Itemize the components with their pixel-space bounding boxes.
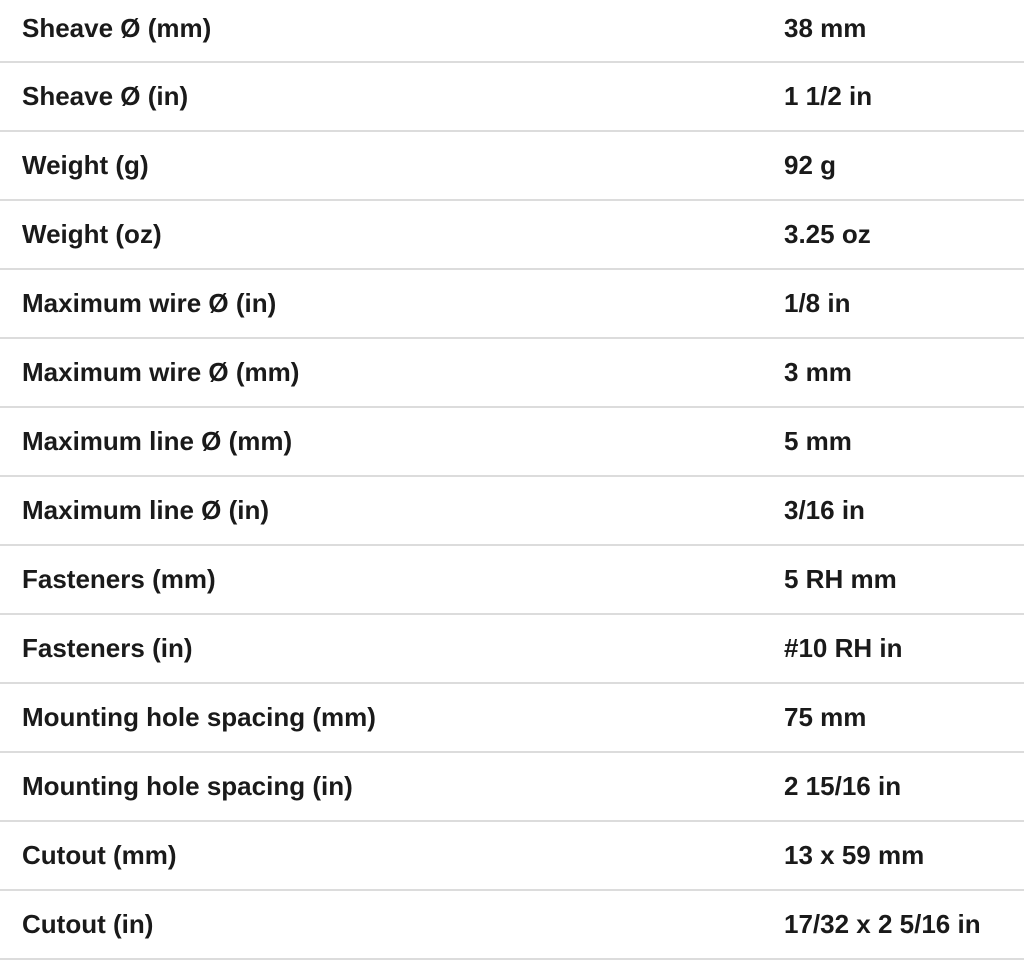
spec-value: 3 mm — [784, 338, 1024, 407]
spec-value: 5 RH mm — [784, 545, 1024, 614]
spec-label: Mounting hole spacing (in) — [0, 752, 784, 821]
spec-label: Mounting hole spacing (mm) — [0, 683, 784, 752]
table-row — [0, 476, 1024, 545]
spec-label: Sheave Ø (in) — [0, 62, 784, 131]
table-row — [0, 683, 1024, 752]
table-row — [0, 338, 1024, 407]
spec-value: 92 g — [784, 131, 1024, 200]
spec-label: Sheave Ø (mm) — [0, 0, 784, 62]
table-row — [0, 752, 1024, 821]
table-row — [0, 614, 1024, 683]
spec-label: Maximum line Ø (mm) — [0, 407, 784, 476]
spec-label: Fasteners (in) — [0, 614, 784, 683]
table-row — [0, 131, 1024, 200]
table-row — [0, 269, 1024, 338]
table-row — [0, 407, 1024, 476]
spec-value: 13 x 59 mm — [784, 821, 1024, 890]
spec-label: Weight (oz) — [0, 200, 784, 269]
table-row — [0, 62, 1024, 131]
spec-value: 3/16 in — [784, 476, 1024, 545]
spec-label: Fasteners (mm) — [0, 545, 784, 614]
spec-label: Cutout (mm) — [0, 821, 784, 890]
spec-value: 17/32 x 2 5/16 in — [784, 890, 1024, 959]
spec-value: 1 1/2 in — [784, 62, 1024, 131]
spec-label: Weight (g) — [0, 131, 784, 200]
spec-value: 2 15/16 in — [784, 752, 1024, 821]
spec-label: Maximum wire Ø (in) — [0, 269, 784, 338]
spec-label: Maximum wire Ø (mm) — [0, 338, 784, 407]
table-row — [0, 821, 1024, 890]
spec-label: Cutout (in) — [0, 890, 784, 959]
table-row — [0, 890, 1024, 959]
table-row — [0, 200, 1024, 269]
spec-value: 75 mm — [784, 683, 1024, 752]
spec-value: 5 mm — [784, 407, 1024, 476]
spec-value: 1/8 in — [784, 269, 1024, 338]
spec-label: Maximum line Ø (in) — [0, 476, 784, 545]
table-row — [0, 545, 1024, 614]
spec-value: 38 mm — [784, 0, 1024, 62]
spec-value: 3.25 oz — [784, 200, 1024, 269]
spec-value: #10 RH in — [784, 614, 1024, 683]
table-row — [0, 0, 1024, 62]
